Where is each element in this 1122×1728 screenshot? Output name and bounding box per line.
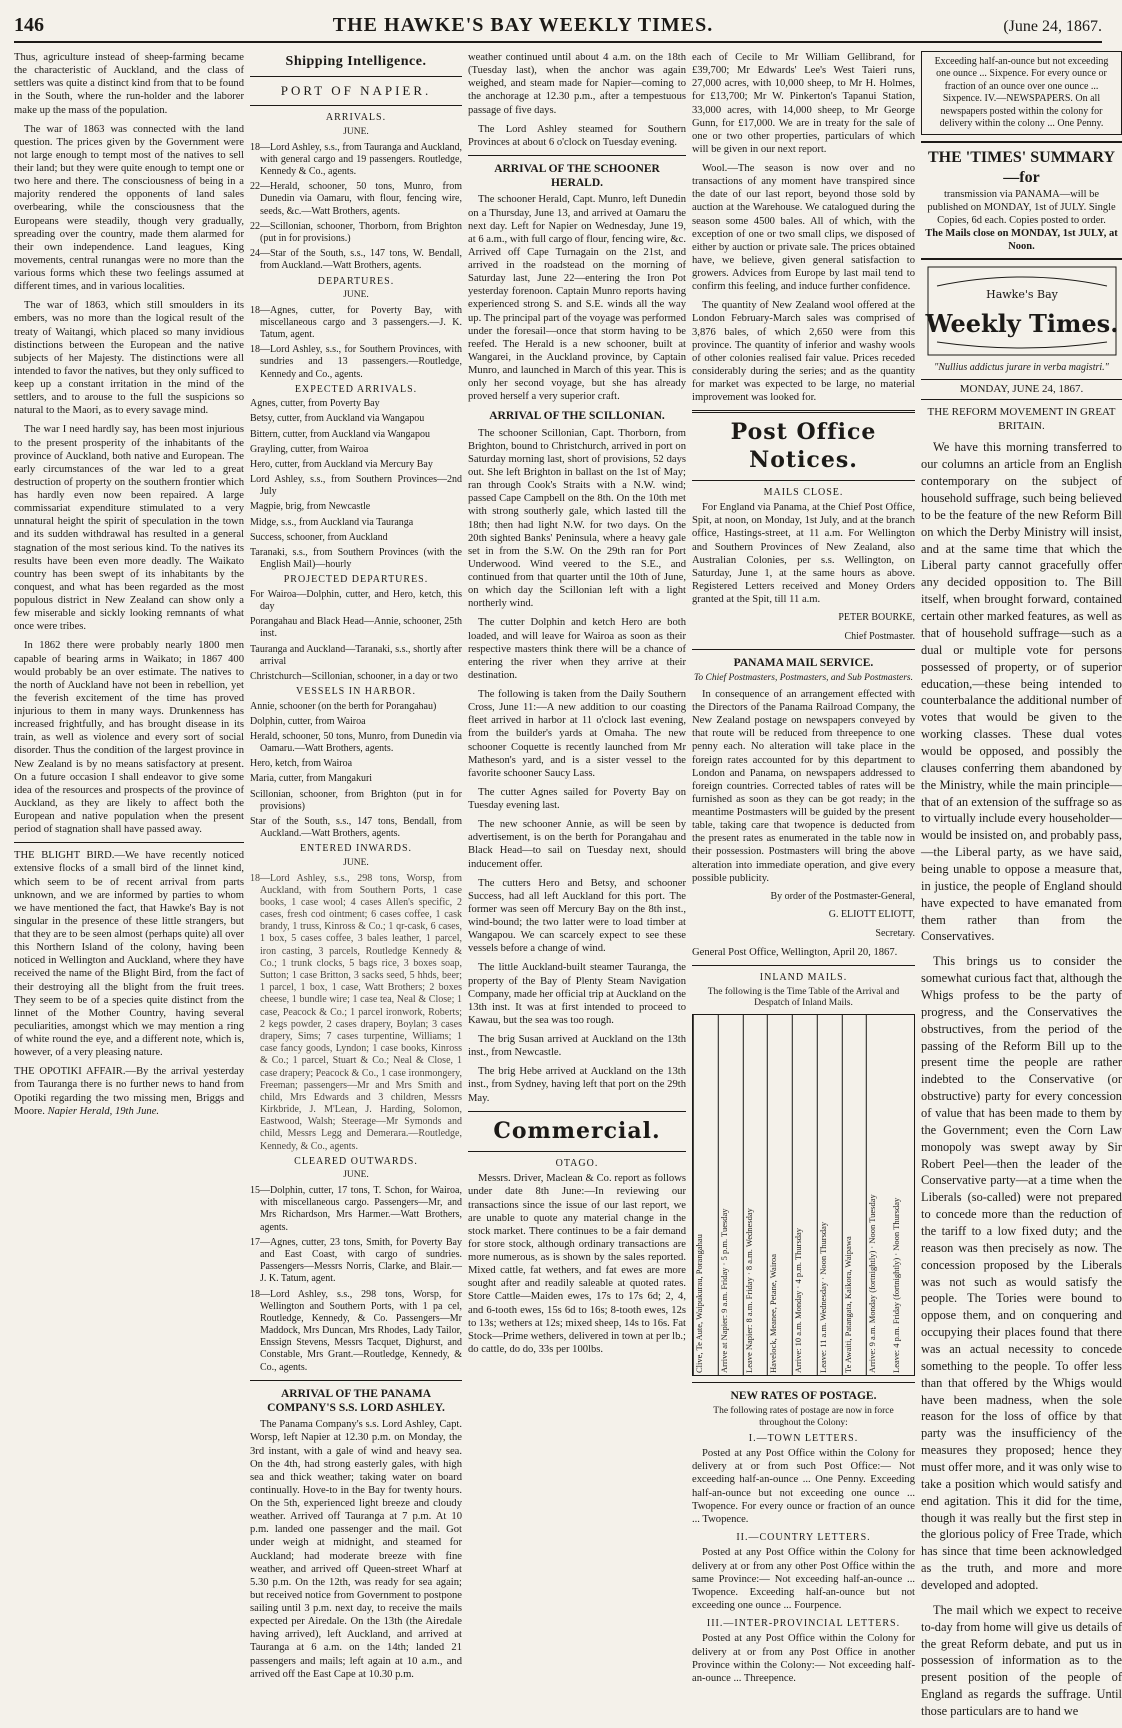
vessel-entry: Annie, schooner (on the berth for Porangahau) (250, 700, 437, 712)
columns (14, 51, 1122, 1719)
signoff-title: Chief Postmaster. (844, 630, 915, 642)
divider (468, 155, 686, 156)
timetable-column: Leave: 4 p.m. Friday (fortnightly) · Noon Thursday (891, 1197, 902, 1374)
divider (692, 649, 915, 650)
page-header (14, 14, 1102, 43)
item-title: THE OPOTIKI AFFAIR. (14, 1066, 126, 1078)
article-paragraph: The war I need hardly say, has been most injurious to the present prosperity of the inhabitants of the province of Auckland, both native and European. The early circumstances of the war led to a great destruction of property on the southern frontier which has hardly even now been repaired. A large commissariat expenditure stimulated to a very unnatural height the spirit of speculation in the town and its sudden withdrawal has resulted in a general stagnation of the most serious kind. To the natives its results have been even more deadly. The Waikato country has been swept of its inhabitants by the conquest, and what has been regarded as the most populous district in New Zealand can show only a few miserable and sickly looking remnants of what once were tribes. (14, 424, 244, 633)
timetable-column: Clive, Te Aute, Waipukurau, Porangahau (693, 1015, 717, 1375)
divider (250, 105, 462, 106)
departures-month: JUNE. (343, 289, 369, 300)
times-summary-notice (921, 141, 1122, 260)
inland-mail-timetable (692, 1014, 915, 1376)
timetable-column: Arrive: 10 a.m. Monday · 4 p.m. Thursday (792, 1015, 816, 1375)
town-letters-text: Posted at any Post Office within the Colony for delivery at or from such Post Office:— Not exceeding half-an-ounce ... One Penny. Exceeding half-an-ounce but not exceeding one ounce ... Twopence. For every ounce or fraction of an ounce ... Twopence. (692, 1448, 915, 1525)
column-2 (250, 51, 462, 1728)
shipping-note: The brig Hebe arrived at Auckland on the 13th inst., from Sydney, having left that port on the 29th May. (468, 1066, 686, 1104)
article-paragraph: each of Cecile to Mr William Gellibrand, for £39,700; Mr Edwards' Lee's West Taieri runs, 27,000 acres, with 10,000 sheep, to Mr H. Holmes, for £13,700; Mr W. Pinkerton's Tapanui Station, 33,000 acres, with 14,000 sheep, to Mr George Gunn, for £17,000. We are in treaty for the sale of one or two other properties, particulars of which will be given in our next report. (692, 52, 915, 155)
vessel-entry: Hero, ketch, from Wairoa (250, 758, 353, 770)
expected-entry: Midge, s.s., from Auckland via Tauranga (250, 516, 414, 528)
panama-arrival-title: ARRIVAL OF THE PANAMA COMPANY'S S.S. LORD ASHLEY. (267, 1387, 445, 1415)
signoff-name: PETER BOURKE, (838, 612, 915, 624)
edition-date: MONDAY, JUNE 24, 1867. (921, 379, 1122, 401)
expected-entry: Bittern, cutter, from Auckland via Wangapou (250, 428, 430, 440)
timetable-column: Arrive: 9 a.m. Monday (fortnightly) · Noon Tuesday (866, 1015, 890, 1375)
arrival-entry: 24—Star of the South, s.s., 147 tons, W. Bendall, from Auckland.—Watt Brothers, agents. (250, 248, 462, 272)
column-3 (468, 51, 686, 1728)
opotiki-item: THE OPOTIKI AFFAIR.—By the arrival yesterday from Tauranga there is no further news to hand from Opotiki regarding the two missing men, Briggs and Moore. Napier Herald, 19th June. (14, 1066, 244, 1117)
divider (14, 842, 244, 843)
divider (692, 965, 915, 966)
cleared-month: JUNE. (343, 1170, 369, 1181)
expected-title: EXPECTED ARRIVALS. (294, 383, 418, 395)
shipping-note: The cutters Hero and Betsy, and schooner Success, had all left Auckland for this port. The former was seen off Mercury Bay on the 8th inst., wind-bound; the two latter were to load timber at Wangapou. We can scarcely expect to see these vessels before a change of wind. (468, 877, 686, 955)
divider (692, 410, 915, 413)
town-letters-title: I.—TOWN LETTERS. (748, 1432, 859, 1444)
interprov-letters-text: Posted at any Post Office within the Colony for delivery at or from any Post Office in another Province within the Colony:— Not exceeding half-an-ounce ... Threepence. (692, 1633, 915, 1684)
timetable-column: Leave Napier: 8 a.m. Friday · 8 a.m. Wednesday (743, 1015, 767, 1375)
rates-sub: The following rates of postage are now in force throughout the Colony: (713, 1406, 894, 1429)
vessel-entry: Herald, schooner, 50 tons, Munro, from Dunedin via Oamaru.—Watt Brothers, agents. (250, 730, 462, 755)
issue-date: (June 24, 1867. (1003, 18, 1102, 35)
departures-title: DEPARTURES. (317, 275, 395, 287)
column-4 (692, 51, 915, 1728)
inland-mails-sub: The following is the Time Table of the Arrival and Despatch of Inland Mails. (707, 986, 900, 1009)
cleared-title: CLEARED OUTWARDS. (294, 1155, 418, 1167)
gpo-line: General Post Office, Wellington, April 20, 1867. (692, 947, 898, 959)
departure-entry: 18—Agnes, cutter, for Poverty Bay, with miscellaneous cargo and 3 passengers.—J. K. Tatum, agent. (250, 304, 462, 341)
commercial-title: Commercial. (493, 1117, 661, 1144)
article-paragraph: The war of 1863 was connected with the land question. The prices given by the Government were not large enough to tempt most of the natives to sell their land; but they were quite enough to tempt one or two here and there. The consciousness of being in a majority rendered the opponents of land sales overbearing, while the consciousness that the Europeans were steadily, though very gradually, spreading over the country, made them alarmed for their own independence. Land leagues, King movements, central runangas were no more than the various forms which these two feelings assumed at different times, and in various localities. (14, 123, 244, 293)
article-paragraph: The quantity of New Zealand wool offered at the London February-March sales was comprised of 3,876 bales, of which 2,650 were from this province. The quantity of inferior and washy wools of other colonies realised fair value. Prices receded considerably during the series; and as the quantity for market was expected to be large, no material improvement was looked for. (692, 300, 915, 404)
entered-entry: 18—Lord Ashley, s.s., 298 tons, Worsp, from Auckland, with from Southern Ports, 1 case books, 1 case wool; 4 cases Allen's specific, 2 cases, fresh cod ointment; 6 cases coffee, 1 cask brandy, 1 truss, Kinross & Co.; 1 qr-cask, 6 cases, 1 box, 5 cases coffee, 3 bales leather, 1 parcel, iron casting, 3 parcels, Routledge Kennedy & Co.; 1 trunk clocks, 5 bags rice, 3 boxes soap, Sutton; 1 case Britton, 3 sacks seed, 5 hhds, beer; 1 parcel, 1 box, 1 case, Watt Brothers; 2 boxes cheese, 1 bundle wire; 1 case tea, Neal & Close; 1 case, Peacock & Co.; 1 parcel ironwork, Roberts; 2 kegs powder, 2 cases drapery, Boylan; 3 cases drapery, Sims; 7 cases turpentine, Williams; 1 case fancy goods, Lyndon; 1 case books, Kinross & Co.; 1 parcel, Stuart & Co.; Neal & Close, 1 case drapery; Peacock & Co., 1 case ironmongery, Freeman; passengers—Mr and Mrs Smith and child, Mrs Edwards and 3 children, Messrs Kirkbride, J. M'Lean, J. Harding, Solomon, Eastwood, Walsh; Steerage—Mr Symonds and child, Messrs Legg and Demerara.—Routledge, Kennedy, & Co., agents. (250, 872, 462, 1152)
masthead-ornament-icon (924, 266, 1119, 356)
expected-entry: Grayling, cutter, from Wairoa (250, 443, 369, 455)
column-5 (921, 51, 1122, 1728)
scillonian-title: ARRIVAL OF THE SCILLONIAN. (489, 410, 665, 423)
page-number: 146 (14, 14, 44, 36)
panama-mail-text: In consequence of an arrangement effected with the Directors of the Panama Railroad Company, the New Zealand postage on newspapers conveyed by that route will be reduced from threepence to one penny each. No alteration will take place in the foreign rates accounted for by this department to London and Panama, on newspapers addressed to foreign countries. Corrected tables of rates will be furnished as soon as they can be got ready; in the meantime Postmasters will be guided by the present table, taking care that twopence is deducted from the present rates as enumerated in the table now in their possession. Postmasters will bring the above alteration into immediate operation, and give every possible publicity. (692, 688, 915, 884)
editorial-paragraph: We have this morning transferred to our columns an article from an English contemporary on the subject of household suffrage, such being believed to be the feature of the new Reform Bill on which the Derby Ministry will insist, and at the same time that which the Liberal party cannot gracefully offer any decided opposition to. The Bill itself, when brought forward, contained certain other marked features, as well as that of household suffrage—such as a dual or multiple vote for persons possessed of property, or of superior education,—these being intended to counterbalance the additional number of votes that would be given to the working classes. These dual votes would be opposed, and possibly the clauses conferring them abandoned by the Ministry, while the main principle—that of an extension of the suffrage so as to virtually include every householder—would be insisted on, and probably pass,—the Liberal party, as we have said, being unable to oppose a measure that, in justice, the people of England should have expected to have emanated from them rather than from the Conservatives. (921, 440, 1122, 944)
panama-arrival-text: The Panama Company's s.s. Lord Ashley, Capt. Worsp, left Napier at 12.30 p.m. on Monday, the 3rd instant, with a gale of wind and heavy sea. On the 4th, had strong easterly gales, with high sea and thick weather; taking water on board continually. Hove-to in the Bay for twenty hours. On the 5th, experienced light breeze and cloudy weather. Arrived off Tauranga at 7 p.m. At 10 p.m. landed one passenger and the mail. Got under weigh at midnight, and steamed for Auckland; had moderate breeze with fine weather, and arrived off Queen-street Wharf at 5.30 p.m. On the 12th, was ready for sea again; but received notice from Government to postpone sailing until 3 p.m. next day, to receive the mails expected per Airedale. On the 13th (the Airedale having arrived), left Auckland, and arrived at Tauranga at 6 a.m. on the 14th; landed 21 passengers and mails; left again at 10 a.m., and arrived off the East Cape at 10.30 p.m. (250, 1419, 462, 1680)
timetable-column: Havelock, Meanee, Petane, Wairoa (767, 1015, 791, 1375)
arrival-entry: 22—Scillonian, schooner, Thorborn, from Brighton (put in for provisions.) (250, 220, 462, 244)
item-text: We have recently noticed extensive flocks of a small bird of the linnet kind, which seem to be of recent arrival from parts unknown, and we are informed by parties to whom we have mentioned the fact, that Hawke's Bay is not singular in the presence of these little strangers, but that they are to be seen almost (perhaps quite) all over this Northern Island of the colony, having been noticed in Wellington and Auckland, where they have received the name of the Blight Bird, from the fact of their destroying all the blight from the fruit trees. They seem to be of a species quite distinct from the linnet of the Mother Country, having several peculiarities, amongst which we may mention a ring of white round the eye, and a different note, which is, however, of a very pleasing nature. (14, 850, 244, 1059)
cleared-entry: 18—Lord Ashley, s.s., 298 tons, Worsp, for Wellington and Southern Ports, with 1 pa cel, Routledge, Kennedy, & Co. Passengers—Mr Maddock, Mrs Duncan, Mrs Rhodes, Lady Tailor, Enssign Stevens, Messrs Tacquet, Dighurst, and Constable, Mrs Grant.—Routledge, Kennedy, & Co., agents. (250, 1288, 462, 1373)
summary-heading: THE 'TIMES' SUMMARY—for (927, 149, 1115, 187)
expected-entry: Taranaki, s.s., from Southern Provinces (with the English Mail)—hourly (250, 547, 462, 571)
article-paragraph: The Lord Ashley steamed for Southern Provinces at about 6 o'clock on Tuesday evening. (468, 123, 686, 148)
blight-bird-item: THE BLIGHT BIRD.—We have recently noticed extensive flocks of a small bird of the linnet kind, which seem to be of recent arrival from parts unknown, and we are informed by parties to whom we have mentioned the fact, that Hawke's Bay is not singular in the presence of these little strangers, but that they are to be seen almost (perhaps quite) all over this Northern Island of the colony, having been noticed in Wellington and Auckland, where they have received the name of the Blight Bird, from the fact of their destroying all the blight from the fruit trees. They seem to be of a species quite distinct from the linnet of the Mother Country, having several peculiarities, amongst which we may mention a ring of white round the eye, and a different note, which is, however, of a very pleasing nature. (14, 850, 244, 1059)
projected-title: PROJECTED DEPARTURES. (283, 574, 429, 586)
shipping-note: The cutter Agnes sailed for Poverty Bay on Tuesday evening last. (468, 786, 686, 811)
scillonian-text: The schooner Scillonian, Capt. Thorborn, from Brighton, bound to Christchurch, arrived in port on Saturday morning last, short of provisions, 52 days out. She left Brighton in ballast on the 1st of May; ran through Cook's Straits with a N.W. wind; passed Cape Campbell on the 8th. On the 10th met with strong southerly gale, which lasted till the 18th; then had light N.W. for two days. On the 20th sighted Banks' Peninsula, where a heavy gale set in from the S.W. On the 29th ran for Port Underwood. Wind veered to the S.E., and continued from that quarter until the 10th of June, on which day the Scillonian left with a light northerly wind. (468, 427, 686, 610)
interprov-letters-title: III.—INTER-PROVINCIAL LETTERS. (706, 1618, 901, 1629)
editorial-paragraph: The mail which we expect to receive to-day from home will give us details of the great Reform debate, and put us in possession of information as to the present position of the people of England as regards the suffrage. Until those particulars are to hand we (921, 1602, 1122, 1719)
divider (468, 1111, 686, 1112)
signoff-by: By order of the Postmaster-General, (770, 890, 915, 902)
article-paragraph: In 1862 there were probably nearly 1800 men capable of bearing arms in Waikato; in 1867 400 would probably be an over estimate. The natives to the north of Auckland have not been in rebellion, yet the feverish excitement of the time has proved injurious to them in many ways. Drunkenness has increased frightfully, and has brought disease in its train, as well as violence and every sort of social disorder. Thus the condition of the largest province in New Zealand is by no means satisfactory at present. On a future occasion I shall endeavor to give some idea of the resources and prospects of the province of Auckland, as they are likely to affect both the European and native population when the present period of stagnation shall have passed away. (14, 640, 244, 836)
item-title: THE BLIGHT BIRD. (14, 850, 115, 862)
shipping-note: The brig Susan arrived at Auckland on the 13th inst., from Newcastle. (468, 1034, 686, 1059)
divider (250, 1380, 462, 1381)
motto: "Nullius addictus jurare in verba magistri." (934, 362, 1109, 374)
arrival-entry: 18—Lord Ashley, s.s., from Tauranga and Auckland, with general cargo and 19 passengers. Routledge, Kennedy & Co., agents. (250, 141, 462, 177)
summary-text: transmission via PANAMA—will be published on MONDAY, 1st of JULY. Single Copies, 6d each. Copies posted to order. (927, 189, 1116, 227)
rates-title: NEW RATES OF POSTAGE. (730, 1390, 877, 1403)
cleared-entry: 17—Agnes, cutter, 23 tons, Smith, for Poverty Bay and East Coast, with cargo of sundries. Passengers—Messrs Norris, Clarke, and Blair.—J. K. Tatum, agent. (250, 1236, 462, 1285)
expected-entry: Success, schooner, from Auckland (250, 531, 388, 543)
post-office-title: Post Office Notices. (730, 419, 877, 473)
shipping-title: Shipping Intelligence. (285, 54, 427, 69)
panama-mail-addressee: To Chief Postmasters, Postmasters, and Sub Postmasters. (694, 673, 913, 684)
shipping-note: The cutter Dolphin and ketch Hero are both loaded, and will leave for Wairoa as soon as their respective masters think there will be a chance of entering the river when they arrive at their destination. (468, 617, 686, 681)
vessels-title: VESSELS IN HARBOR. (296, 686, 416, 698)
expected-entry: Betsy, cutter, from Auckland via Wangapou (250, 413, 425, 425)
expected-entry: Lord Ashley, s.s., from Southern Provinces—2nd July (250, 474, 462, 498)
projected-entry: Tauranga and Auckland—Taranaki, s.s., shortly after arrival (250, 643, 462, 667)
postage-notice: Exceeding half-an-ounce but not exceeding one ounce ... Sixpence. For every ounce or fraction of an ounce over one ounce ... Sixpence. IV.—NEWSPAPERS. On all newspapers posted within the colony for delivery within the colony ... One Penny. (921, 51, 1122, 135)
editorial-body (921, 439, 1122, 1719)
entered-month: JUNE. (343, 857, 369, 868)
vessel-entry: Star of the South, s.s., 147 tons, Bendall, from Auckland.—Watt Brothers, agents. (250, 816, 462, 840)
arrival-entry: 22—Herald, schooner, 50 tons, Munro, from Dunedin via Oamaru, with flour, fencing wire, seeds, &c.—Watt Brothers, agents. (250, 181, 462, 217)
divider (250, 76, 462, 77)
editorial-paragraph: This brings us to consider the somewhat curious fact that, although the Whigs profess to be the party of progress, and the Conservatives the obstructives, from the period of the passing of the Reform Bill up to the present time the people are rather indebted to the Conservative (or obstructive) party for every concession of value that has been made to them by the Government; even the Corn Law monopoly was swept away by Sir Robert Peel—then the leader of the Conservative party—at a time when the Liberals (so-called) were not prepared to concede more than the reduction of the tariff to a low fixed duty; and the reason was then precisely as now. The concession proposed by the Liberals was not such as would satisfy the people. The Tories were bound to oppose them, and on conquering and occupying their places found that there was an actual necessity to concede something to the people. To offer less than that offered by the Whigs would have been madness, when the sole reason for the loss of office by that party was the insufficiency of the measures they proposed; hence they must offer more, and it was only wise to take a position which would satisfy and end agitation. This it did for the time, though it was really but the first step in the glorious policy of Free Trade, which has since that time been acknowledged as the truth, and more and more developed and adopted. (921, 954, 1122, 1593)
editorial-headline: THE REFORM MOVEMENT IN GREAT BRITAIN. (927, 406, 1116, 432)
item-text: By the arrival yesterday from Tauranga there is no further news to hand from Opotiki regarding the two missing men, Briggs and Moore. (14, 1066, 244, 1117)
signoff-title: Secretary. (875, 927, 915, 939)
cleared-entry: 15—Dolphin, cutter, 17 tons, T. Schon, for Wairoa, with miscellaneous cargo. Passengers—Mr, and Mrs Richardson, Mrs Harmer.—Watt Brothers, agents. (250, 1185, 462, 1233)
timetable-column: Arrive at Napier: 9 a.m. Friday · 5 p.m. Tuesday (718, 1015, 742, 1375)
projected-entry: Porangahau and Black Head—Annie, schooner, 25th inst. (250, 616, 462, 640)
mails-close-title: MAILS CLOSE. (763, 486, 844, 498)
herald-title: ARRIVAL OF THE SCHOONER HERALD. (494, 162, 660, 190)
item-source: Napier Herald, 19th June. (47, 1105, 160, 1117)
arrivals-month: JUNE. (343, 126, 369, 137)
column-1 (14, 51, 244, 1728)
port-title: PORT OF NAPIER. (280, 83, 432, 99)
herald-text: The schooner Herald, Capt. Munro, left Dunedin on a Thursday, June 13, and arrived at Oamaru the next day. Left for Napier on Wednesday, June 19, at 6 a.m., with full cargo of flour, fencing wire, &c. Arrived off Cape Turnagain on the 21st, and arrived in the roadstead on the morning of Saturday last, June 22—entering the Iron Pot yesterday forenoon. Captain Munro reports having experienced strong S. and S.E. winds all the way up. The principal part of the voyage was performed under the foresail—once that storm having to be reefed. The Herald is a new schooner, built at Wangarei, in the Auckland province, by Captain Munro, and launched in March of this year. This is only her second voyage, but she has already proved herself a very superior craft. (468, 194, 686, 403)
country-letters-title: II.—COUNTRY LETTERS. (736, 1531, 871, 1543)
mails-close-notice: The Mails close on MONDAY, 1st JULY, at Noon. (925, 228, 1118, 253)
timetable-column: Leave: 11 a.m. Wednesday · Noon Thursday (817, 1015, 841, 1375)
weekly-times-logo (921, 266, 1122, 360)
shipping-note: The following is taken from the Daily Southern Cross, June 11:—A new addition to our coasting fleet arrived in harbor at 11 o'clock last evening, from the builder's yards at Omaha. The new schooner Coquette is recently launched from Mr Matheson's yard, and is a sister vessel to the favorite schooner Saucy Lass. (468, 689, 686, 779)
divider (468, 1151, 686, 1152)
article-paragraph: Thus, agriculture instead of sheep-farming became the characteristic of Auckland, and the class of settlers was quite a distinct kind from that to be found in the South, where the run-holder and the laborer make up the mass of the population. (14, 52, 244, 116)
paper-title: THE HAWKE'S BAY WEEKLY TIMES. (332, 14, 714, 36)
arrivals-title: ARRIVALS. (325, 112, 387, 124)
expected-entry: Hero, cutter, from Auckland via Mercury Bay (250, 458, 433, 470)
vessel-entry: Dolphin, cutter, from Wairoa (250, 715, 366, 727)
timetable-column: Te Awaiti, Patangata, Kaikora, Waipawa (842, 1015, 866, 1375)
inland-mails-title: INLAND MAILS. (759, 972, 848, 984)
entered-title: ENTERED INWARDS. (299, 843, 413, 855)
divider (692, 1382, 915, 1383)
article-paragraph: weather continued until about 4 a.m. on the 18th (Tuesday last), when the anchor was again weighed, and steam made for Napier—coming to the anchorage at 12.30 p.m., after a tempestuous passage of five days. (468, 52, 686, 116)
projected-entry: For Wairoa—Dolphin, cutter, and Hero, ketch, this day (250, 588, 462, 612)
vessel-entry: Maria, cutter, from Mangakuri (250, 773, 373, 785)
otago-title: OTAGO. (555, 1157, 599, 1169)
divider (692, 480, 915, 481)
mails-close-text: For England via Panama, at the Chief Post Office, Spit, at noon, on Monday, 1st July, and at the branch office, Hastings-street, at 11 a.m. For Wellington and Southern Provinces of New Zealand, also Australian Colonies, per s.s. Wellington, on Saturday, June 1, at the same hours as above. Registered Letters received and Money Orders granted at the Spit, till 11 a.m. (692, 502, 915, 606)
departure-entry: 18—Lord Ashley, s.s., for Southern Provinces, with sundries and 13 passengers.—Routledge, Kennedy and Co., agents. (250, 344, 462, 380)
shipping-note: The little Auckland-built steamer Tauranga, the property of the Bay of Plenty Steam Navigation Company, made her official trip at Auckland on the 13th inst. It was at first intended to proceed to Kawau, but the sea was too rough. (468, 962, 686, 1026)
signoff-name: G. ELIOTT ELIOTT, (828, 909, 915, 921)
logo-word: Weekly Times. (924, 309, 1119, 339)
logo-top-text: Hawke's Bay (985, 288, 1058, 302)
shipping-note: The new schooner Annie, as will be seen by advertisement, is on the berth for Porangahau and Black Head—to sail on Tuesday next, should inducement offer. (468, 819, 686, 870)
article-paragraph: The war of 1863, which still smoulders in its embers, was no more than the logical result of the treaty of Waitangi, which placed so many invidious distinctions between the European and the native subjects of her Majesty. The distinctions were all intended to favor the natives, but they only sufficed to keep up a constant irritation in the mind of the settlers, and to arouse to the full the suspicions so natural to the Maori, as to every savage mind. (14, 300, 244, 417)
article-paragraph: Wool.—The season is now over and no transactions of any moment have transpired since the date of our last report, beyond those sold by auction at the Warehouse. We catalogued during the season some 4500 bales. All of which, with the exception of one or two small clips, we disposed of either by auction or private sale. The prices obtained have, we believe, given general satisfaction to growers. Advices from Europe by last mail tend to confirm this feeling, and induce further confidence. (692, 163, 915, 293)
otago-text: Messrs. Driver, Maclean & Co. report as follows under date 8th June:—In reviewing our transactions since the issue of our last report, we are unable to quote any material change in the stock market. There continues to be a fair demand for store stock, although ordinary transactions are more numerous, as is shown by the sales reported. Mixed cattle, fat wethers, and fat ewes are more sought after and readily saleable at quoted rates. Store Cattle—Maiden ewes, 17s to 17s 6d; 2, 4, and 6-tooth ewes, 15s 6d to 16s; 8-tooth ewes, 12s to 13s; wethers at 12s; mixed sheep, 14s to 16s. Fat Stock—Prime wethers, delivered in town at per lb.; do cattle, do do, 33s per 100lbs. (468, 1173, 687, 1355)
expected-entry: Agnes, cutter, from Poverty Bay (250, 398, 380, 410)
country-letters-text: Posted at any Post Office within the Colony for delivery at or from any other Post Office within the same Province:— Not exceeding half-an-ounce ... Twopence. Exceeding half-an-ounce but not exceeding one ounce ... Fourpence. (692, 1547, 915, 1611)
expected-entry: Magpie, brig, from Newcastle (250, 501, 371, 513)
projected-entry: Christchurch—Scillonian, schooner, in a day or two (250, 670, 458, 682)
vessel-entry: Scillonian, schooner, from Brighton (put in for provisions) (250, 788, 462, 812)
panama-mail-title: PANAMA MAIL SERVICE. (733, 656, 874, 669)
